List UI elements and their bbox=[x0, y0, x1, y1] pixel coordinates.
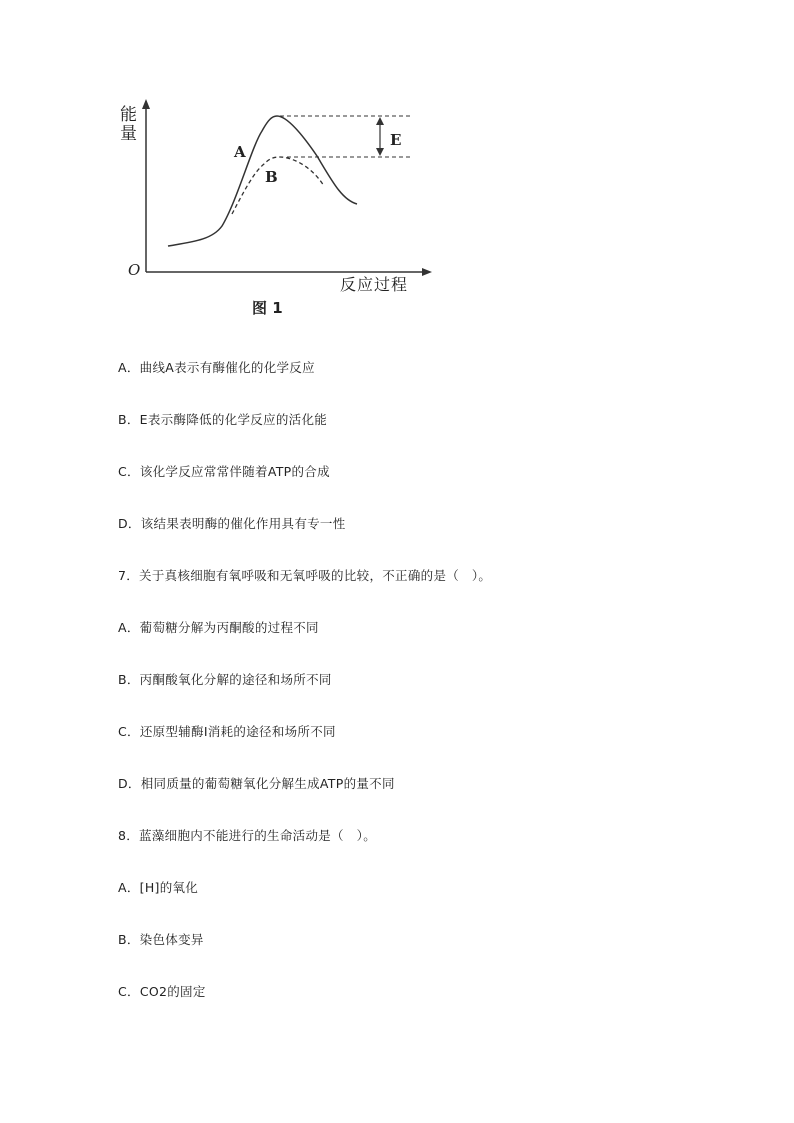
y-axis-label: 能量 bbox=[120, 105, 137, 144]
energy-gap-label: E bbox=[390, 131, 402, 149]
option-6b: B．E表示酶降低的化学反应的活化能 bbox=[118, 412, 328, 427]
x-axis-label: 反应过程 bbox=[340, 275, 409, 294]
figure-caption: 图 1 bbox=[252, 299, 283, 317]
option-8a: A．[H]的氧化 bbox=[118, 880, 199, 895]
y-axis-arrow bbox=[142, 99, 150, 109]
option-7c: C．还原型辅酶Ⅰ消耗的途径和场所不同 bbox=[118, 724, 336, 739]
energy-diagram-figure bbox=[112, 96, 432, 326]
option-6a: A．曲线A表示有酶催化的化学反应 bbox=[118, 360, 315, 375]
option-7d: D．相同质量的葡萄糖氧化分解生成ATP的量不同 bbox=[118, 776, 395, 791]
curve-b-label: B bbox=[265, 168, 278, 186]
question-8: 8．蓝藻细胞内不能进行的生命活动是（ ）。 bbox=[118, 828, 377, 843]
option-6c: C．该化学反应常常伴随着ATP的合成 bbox=[118, 464, 330, 479]
option-7a: A．葡萄糖分解为丙酮酸的过程不同 bbox=[118, 620, 319, 635]
energy-gap-arrow-top bbox=[376, 117, 384, 125]
curve-a bbox=[168, 116, 357, 246]
curve-a-label: A bbox=[234, 143, 246, 161]
origin-label: O bbox=[128, 261, 141, 279]
option-8c: C．CO2的固定 bbox=[118, 984, 206, 999]
option-6d: D．该结果表明酶的催化作用具有专一性 bbox=[118, 516, 346, 531]
energy-gap-arrow-bottom bbox=[376, 148, 384, 156]
x-axis-arrow bbox=[422, 268, 432, 276]
option-7b: B．丙酮酸氧化分解的途径和场所不同 bbox=[118, 672, 332, 687]
curve-b bbox=[232, 157, 324, 214]
question-7: 7．关于真核细胞有氧呼吸和无氧呼吸的比较，不正确的是（ ）。 bbox=[118, 568, 492, 583]
option-8b: B．染色体变异 bbox=[118, 932, 204, 947]
